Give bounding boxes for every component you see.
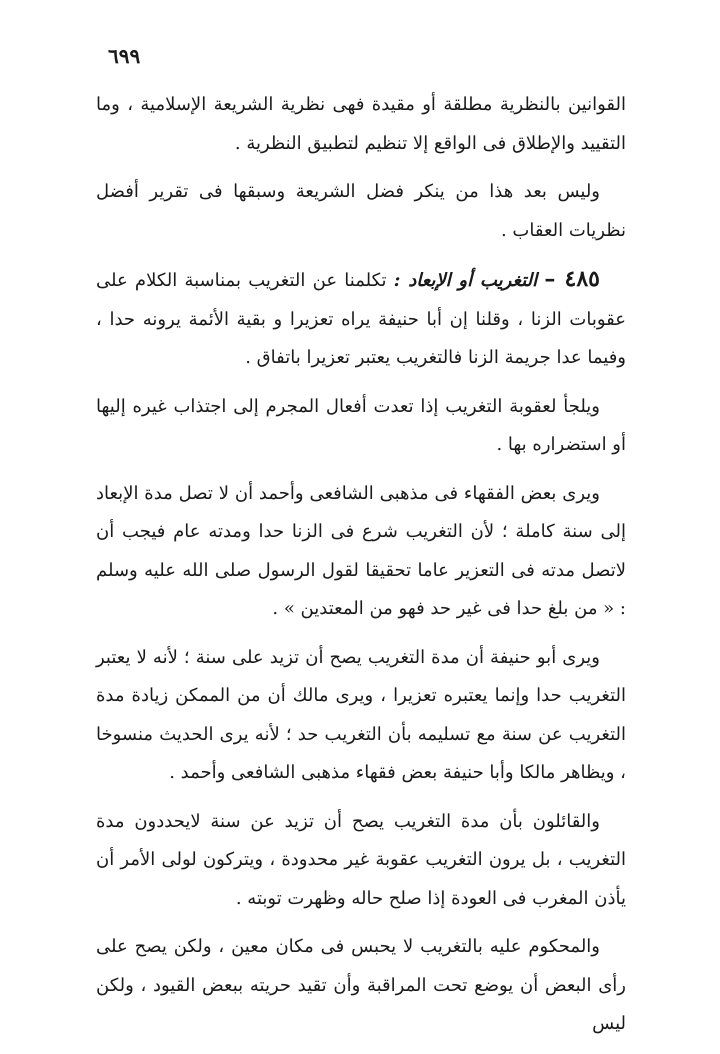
page-number: ٦٩٩ (108, 44, 141, 68)
paragraph-5: ويرى بعض الفقهاء فى مذهبى الشافعى وأحمد أن لا تصل مدة الإبعاد إلى سنة كاملة ؛ لأن التغريب شرع فى الزنا حدا ومدته عام فيجب أن لاتصل مدته فى التعزير عاما تحقيقا لقول الرسول صلى الله عليه وسلم : « من بلغ حدا فى غير حد فهو من المعتدين » . (96, 482, 626, 619)
paragraph-3-section-485 (96, 260, 626, 378)
paragraph-8: والمحكوم عليه بالتغريب لا يحبس فى مكان معين ، ولكن يصح على رأى البعض أن يوضع تحت المراقبة وأن تقيد حريته ببعض القيود ، ولكن ليس (96, 936, 626, 1034)
section-body: تكلمنا عن التغريب بمناسبة الكلام على عقوبات الزنا ، وقلنا إن أبا حنيفة يراه تعزيرا و بقية الأئمة يرونه حدا ، وفيما عدا جريمة الزنا فالتغريب يعتبر تعزيرا باتفاق . (96, 270, 626, 368)
section-number: ٤٨٥ – (544, 266, 600, 292)
paragraph-7: والقائلون بأن مدة التغريب يصح أن تزيد عن سنة لايحددون مدة التغريب ، بل يرون التغريب عقوبة غير محدودة ، ويتركون لولى الأمر أن يأذن المغرب فى العودة إذا صلح حاله وظهرت توبته . (96, 810, 626, 909)
paragraph-6: ويرى أبو حنيفة أن مدة التغريب يصح أن تزيد على سنة ؛ لأنه لا يعتبر التغريب حدا وإنما يعتبره تعزيرا ، ويرى مالك أن من الممكن زيادة مدة التغريب عن سنة مع تسليمه بأن التغريب حد ؛ لأنه يرى الحديث منسوخا ، ويظاهر مالكا وأبا حنيفة بعض فقهاء مذهبى الشافعى وأحمد . (96, 646, 626, 783)
paragraph-2: وليس بعد هذا من ينكر فضل الشريعة وسبقها فى تقرير أفضل نظريات العقاب . (96, 181, 626, 241)
body-text (96, 86, 626, 1054)
section-title: التغريب أو الإبعاد : (393, 270, 538, 291)
paragraph-4: ويلجأ لعقوبة التغريب إذا تعدت أفعال المجرم إلى اجتذاب غيره إليها أو استضراره بها . (96, 395, 626, 455)
paragraph-1: القوانين بالنظرية مطلقة أو مقيدة فهى نظرية الشريعة الإسلامية ، وما التقييد والإطلاق فى الواقع إلا تنظيم لتطبيق النظرية . (96, 94, 626, 154)
